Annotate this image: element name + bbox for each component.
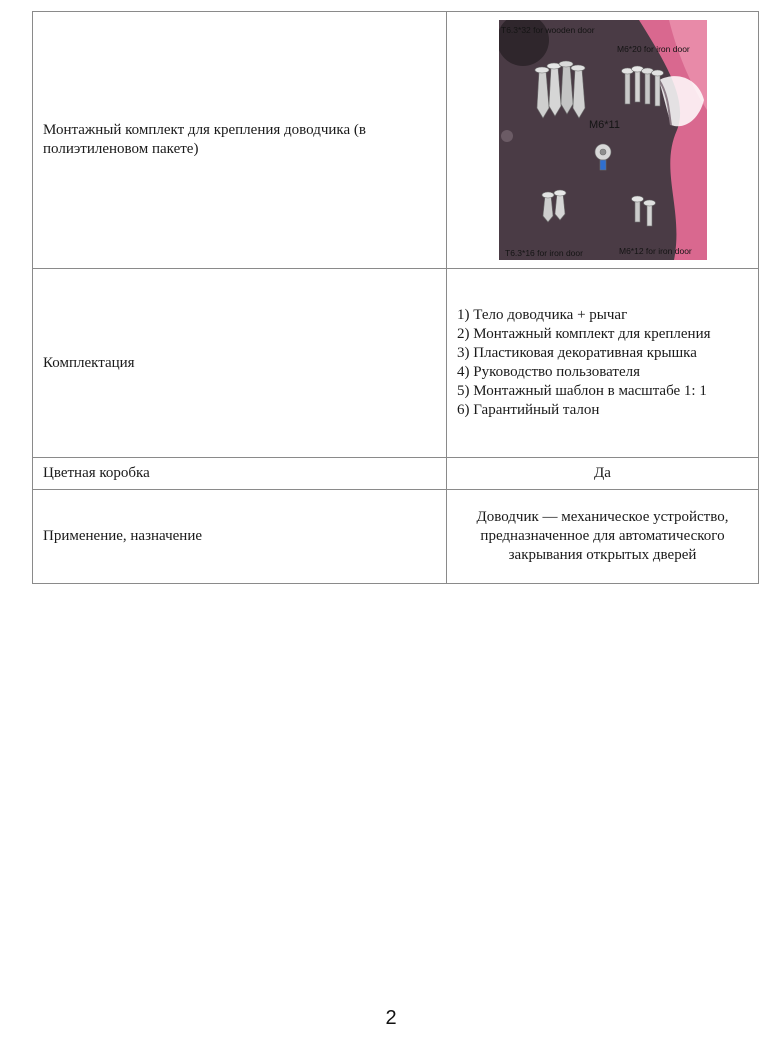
list-item: 1) Тело доводчика + рычаг — [457, 307, 628, 323]
list-item: 3) Пластиковая декоративная крышка — [457, 345, 697, 361]
package-contents-cell — [447, 269, 759, 458]
color-box-value: Да — [447, 458, 759, 490]
package-contents-list — [457, 306, 748, 420]
table-row-color-box — [33, 458, 759, 490]
photo-label-iron-bolt-short: M6*12 for iron door — [618, 246, 692, 256]
photo-label-center-bolt: M6*11 — [588, 119, 620, 131]
purpose-label: Применение, назначение — [33, 490, 447, 584]
list-item: 2) Монтажный комплект для крепления — [457, 326, 711, 342]
list-item: 6) Гарантийный талон — [457, 402, 600, 418]
list-item: 4) Руководство пользователя — [457, 364, 640, 380]
mounting-kit-photo-cell — [447, 12, 759, 269]
photo-label-iron-bolt-long: M6*20 for iron door — [616, 44, 690, 54]
page-number: 2 — [385, 1007, 397, 1029]
table-row-package-contents — [33, 269, 759, 458]
mounting-kit-photo — [499, 20, 707, 260]
table-row-purpose — [33, 490, 759, 584]
package-contents-label: Комплектация — [33, 269, 447, 458]
list-item: 5) Монтажный шаблон в масштабе 1: 1 — [457, 383, 707, 399]
photo-label-wood-screw-short: T6.3*16 for iron door — [504, 248, 583, 258]
photo-label-wood-screw-long: T6.3*32 for wooden door — [500, 25, 595, 35]
specification-table — [32, 11, 759, 584]
color-box-label: Цветная коробка — [33, 458, 447, 490]
mounting-kit-label: Монтажный комплект для крепления доводчика (в полиэтиленовом пакете) — [33, 12, 447, 269]
table-row-mounting-kit — [33, 12, 759, 269]
purpose-value: Доводчик — механическое устройство, предназначенное для автоматического закрывания открытых дверей — [447, 490, 759, 584]
